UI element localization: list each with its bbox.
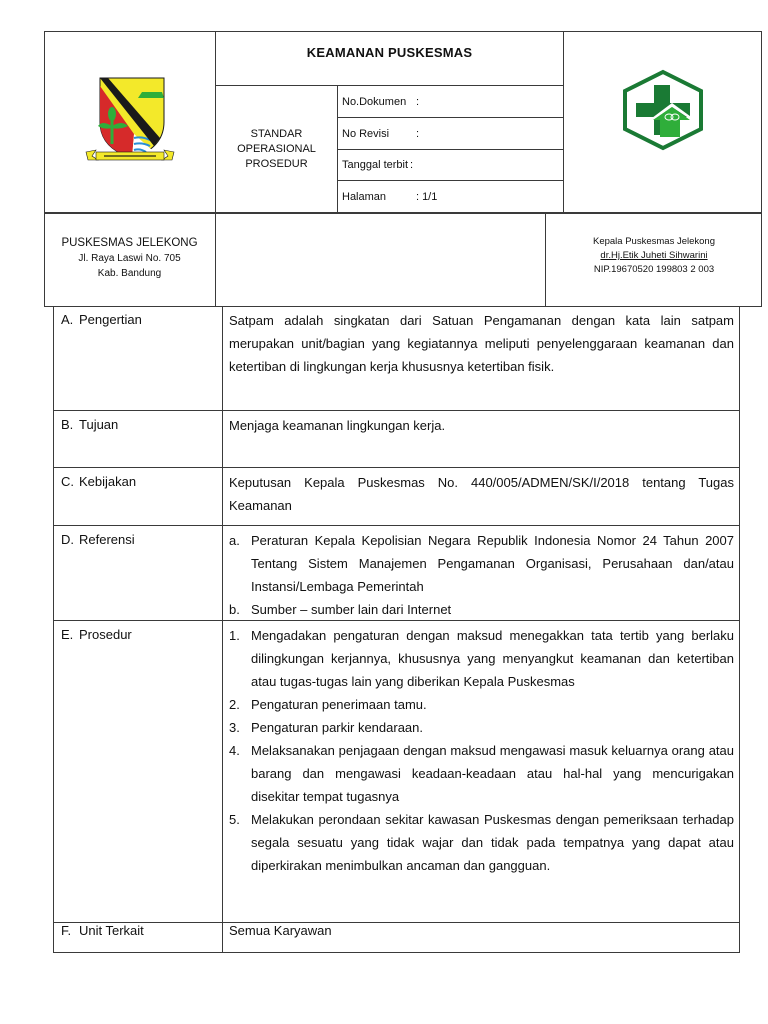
procedure-step: 3. Pengaturan parkir kendaraan. xyxy=(229,720,424,735)
section-label: A. Pengertian xyxy=(53,306,223,410)
procedure-step: 2. Pengaturan penerimaan tamu. xyxy=(229,697,427,712)
doc-info-sep: : xyxy=(416,95,420,108)
doc-info-label: No Revisi xyxy=(342,127,390,140)
signatory-cell xyxy=(546,213,762,307)
doc-info-no-dokumen xyxy=(338,86,563,118)
section-row-pengertian xyxy=(53,306,740,411)
section-row-referensi xyxy=(53,526,740,621)
section-row-prosedur xyxy=(53,621,740,923)
doc-info-sep: : xyxy=(416,127,420,140)
doc-info-sep: : xyxy=(416,191,420,203)
section-label: F. Unit Terkait xyxy=(53,923,223,952)
doc-info-sep: : xyxy=(410,159,414,171)
doc-info-label: No.Dokumen xyxy=(342,95,407,108)
section-label: D. Referensi xyxy=(53,526,223,620)
sop-label-line-1: STANDAR xyxy=(250,128,303,140)
section-row-unit-terkait xyxy=(53,923,740,953)
org-name: PUSKESMAS JELEKONG xyxy=(61,236,198,249)
sop-label-line-2: OPERASIONAL xyxy=(237,143,316,155)
section-label: C. Kebijakan xyxy=(53,468,223,525)
section-row-kebijakan xyxy=(53,468,740,526)
doc-info-no-revisi xyxy=(338,118,563,150)
doc-info-label: Tanggal terbit xyxy=(342,159,409,171)
section-content: Menjaga keamanan lingkungan kerja. xyxy=(229,418,446,433)
doc-info-halaman xyxy=(338,181,563,213)
org-blank-cell xyxy=(216,213,546,307)
puskesmas-logo-icon xyxy=(620,69,706,151)
procedure-step: 1. Mengadakan pengaturan dengan maksud menegakkan tata tertib yang berlaku dilingkungan kerjannya, khususnya yang menyangkut keamanan dan ketertiban atau tugas-tugas lain yang diberikan Kepala Puskesmas xyxy=(229,628,734,689)
left-logo-cell xyxy=(44,31,216,213)
org-region: Kab. Bandung xyxy=(97,267,162,279)
kabupaten-bandung-logo-icon xyxy=(82,72,178,162)
document-title: KEAMANAN PUSKESMAS xyxy=(216,31,563,86)
section-label: E. Prosedur xyxy=(53,621,223,922)
sop-label-cell xyxy=(216,86,338,213)
section-label: B. Tujuan xyxy=(53,411,223,467)
section-content: Keputusan Kepala Puskesmas No. 440/005/ADMEN/SK/I/2018 tentang Tugas Keamanan xyxy=(229,475,734,513)
section-content xyxy=(223,526,740,621)
section-content: Semua Karyawan xyxy=(229,923,332,938)
reference-item: a. Peraturan Kepala Kepolisian Negara Republik Indonesia Nomor 24 Tahun 2007 Tentang Sistem Manajemen Pengamanan Organisasi, Perusahaan dan/atau Instansi/Lembaga Pemerintah xyxy=(229,533,734,594)
reference-item: b. Sumber – sumber lain dari Internet xyxy=(229,602,452,617)
doc-info-tanggal-terbit xyxy=(338,150,563,181)
signatory-title: Kepala Puskesmas Jelekong xyxy=(593,236,715,247)
procedure-step: 5. Melakukan perondaan sekitar kawasan Puskesmas dengan pemeriksaan terhadap segala sesuatu yang tidak wajar dan tidak pada tempatnya yang dapat atau diperkirakan menimbulkan ancaman dan gangguan. xyxy=(229,812,734,873)
section-content: Satpam adalah singkatan dari Satuan Pengamanan dengan kata lain satpam merupakan unit/bagian yang kegiatannya meliputi penyelenggaraan keamanan dan ketertiban di lingkungan kerja khususnya ketertiban fisik. xyxy=(229,313,734,374)
doc-info-value: 1/1 xyxy=(422,191,438,203)
section-content xyxy=(223,621,740,877)
right-logo-cell xyxy=(563,31,762,213)
org-info-cell xyxy=(44,213,216,307)
signatory-nip: NIP.19670520 199803 2 003 xyxy=(593,264,715,275)
section-row-tujuan xyxy=(53,411,740,468)
org-address: Jl. Raya Laswi No. 705 xyxy=(78,252,181,264)
procedure-step: 4. Melaksanakan penjagaan dengan maksud mengawasi masuk keluarnya orang atau barang dan mengawasi keadaan-keadaan atau hal-hal yang mencurigakan disekitar tempat tugasnya xyxy=(229,743,734,804)
doc-info-label: Halaman xyxy=(342,191,387,203)
sop-label-line-3: PROSEDUR xyxy=(245,158,308,170)
signatory-name: dr.Hj.Etik Juheti Sihwarini xyxy=(600,250,708,261)
